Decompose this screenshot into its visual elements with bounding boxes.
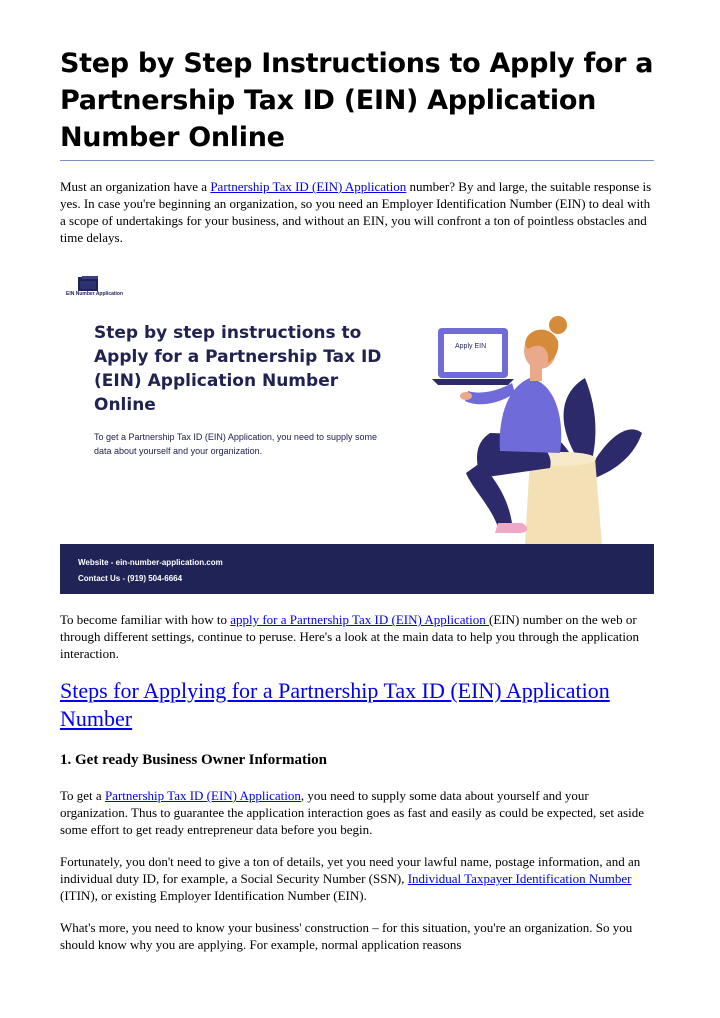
banner-subtitle: To get a Partnership Tax ID (EIN) Application, you need to supply some data about yourself and your organization. (94, 432, 377, 456)
banner-website: Website - ein-number-application.com (78, 558, 223, 567)
paragraph-2 (60, 611, 654, 662)
banner-title: Step by step instructions to Apply for a Partnership Tax ID (EIN) Application Number Online (94, 323, 382, 415)
para3-text-after: , you need to supply some data about yourself and your organization. Thus to guarantee the application interaction goes as fast and easily as could be expected, set aside some effort to get ready entrepreneur data before you begin. (60, 788, 644, 837)
para2-text-after: (EIN) number on the web or through different settings, continue to peruse. Here's a look at the main data to help you through the application interaction. (60, 612, 640, 661)
paragraph-5: What's more, you need to know your business' construction – for this situation, you're an organization. So you should know why you are applying. For example, normal application reasons (60, 920, 633, 952)
woman-with-laptop-illustration (380, 283, 650, 548)
banner-image (60, 263, 654, 594)
section-heading (60, 677, 654, 733)
intro-paragraph (60, 178, 654, 246)
banner-footer (60, 544, 654, 594)
laptop-label: Apply EIN (455, 343, 487, 350)
page-title: Step by Step Instructions to Apply for a Partnership Tax ID (EIN) Application Number Online (60, 48, 654, 153)
intro-text-after: number? By and large, the suitable response is yes. In case you're beginning an organization, so you need an Employer Identification Number (EIN) to deal with a scope of undertakings for your business, and without an EIN, you will confront a ton of pointless obstacles and time delays. (60, 179, 652, 245)
para4-link[interactable]: Individual Taxpayer Identification Number (407, 871, 632, 886)
step1-heading: 1. Get ready Business Owner Information (60, 752, 327, 768)
section-heading-link[interactable]: Steps for Applying for a Partnership Tax ID (EIN) Application Number (60, 678, 610, 731)
para3-link[interactable]: Partnership Tax ID (EIN) Application (104, 788, 301, 803)
para4-text-before: Fortunately, you don't need to give a ton of details, yet you need your lawful name, postage information, and an individual duty ID, for example, a Social Security Number (SSN), (60, 854, 641, 886)
title-underline (60, 160, 654, 161)
intro-link[interactable]: Partnership Tax ID (EIN) Application (210, 179, 407, 194)
para2-link[interactable]: apply for a Partnership Tax ID (EIN) Application (230, 612, 489, 627)
document-page (60, 0, 654, 952)
logo-text: EIN Number Application (66, 291, 124, 297)
banner-contact: Contact Us - (919) 504-6664 (78, 574, 183, 583)
para4-text-after: (ITIN), or existing Employer Identification Number (EIN). (60, 888, 367, 903)
paragraph-4 (60, 853, 654, 904)
intro-text-before: Must an organization have a (60, 179, 211, 194)
paragraph-3 (60, 787, 654, 838)
para3-text-before: To get a (60, 788, 105, 803)
para2-text-before: To become familiar with how to (60, 612, 231, 627)
